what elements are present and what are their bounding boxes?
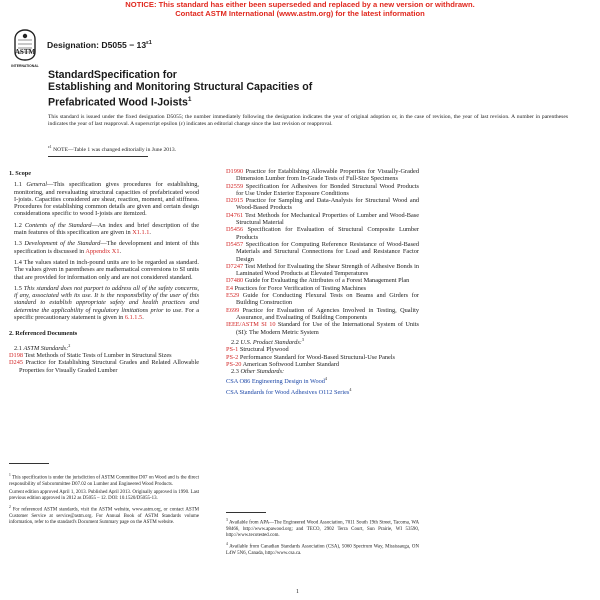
scope-paragraph-3: 1.3 Development of the Standard—The development and intent of this specification is discussed in Appendix X1. [14, 240, 199, 255]
scope-paragraph-2: 1.2 Contents of the Standard—An index and brief description of the main features of this specification are given in X1.1.1. [14, 221, 200, 237]
reference-item [9, 352, 199, 359]
standard-issue-notice: This standard is issued under the fixed designation D5055; the number immediately following the designation indicates the year of original adoption or, in the case of revision, the year of last revision. A number in parentheses indicates the year of last reapproval. A superscript epsilon (ε) indicates an editorial change since the last revision or reapproval. [48, 114, 568, 128]
footnote-divider [9, 463, 49, 464]
footnote: $^1$ This specification is under the jurisdiction of ASTM Committee D07 on Wood and is the direct responsibility of Subcommittee D07.02 on Lumber and Engineered Wood Products. [9, 473, 199, 487]
notice-line-2: Contact ASTM International (www.astm.org) for the latest information [175, 9, 425, 18]
reference-title: American Softwood Lumber Standard [241, 360, 339, 368]
designation [47, 40, 152, 50]
footnote: Current edition approved April 1, 2013. Published April 2013. Originally approved in 1990. Last previous edition approved in 2012 as D5055 – 12. DOI: 10.1520/D5055-13. [9, 489, 199, 501]
reference-item [226, 292, 419, 307]
reference-title: Performance Standard for Wood-Based Structural-Use Panels [238, 353, 396, 361]
us-standards-label: 2.2 U.S. Product Standards:$^3$ [231, 336, 304, 346]
footnote: $^3$ Available from APA—The Engineered Wood Association, 7011 South 19th Street, Tacoma, WA 98466, http://www.apawood.org; and TECO, 2902 Terra Court, Sun Prairie, WI 53590, http://www.tecotested.com. [226, 518, 419, 538]
link-6-1-1-5[interactable]: 6.1.1.5 [124, 314, 143, 322]
reference-title: Guide for Conducting Flexural Tests on Beams and Girders for Building Construction [236, 292, 419, 307]
link-appendix-x1[interactable]: Appendix X1 [85, 247, 120, 255]
reference-code-link[interactable]: D2915 [226, 197, 244, 205]
right-column [226, 168, 419, 396]
reference-code-link[interactable]: D198 [9, 352, 23, 360]
designation-label: Designation: D5055 − 13 [47, 40, 147, 50]
reference-item [9, 359, 199, 374]
reference-item [226, 277, 419, 284]
designation-superscript: ε1 [146, 40, 152, 47]
title-line-3: Prefabricated Wood I-Joists$^1$ [48, 95, 192, 109]
reference-code-link[interactable]: E529 [226, 292, 240, 300]
reference-item [226, 263, 419, 278]
reference-item [226, 307, 419, 322]
reference-item [226, 321, 419, 336]
footnote-ref[interactable]: 4 [349, 386, 352, 392]
reference-item [226, 212, 419, 227]
reference-item [226, 361, 419, 368]
reference-item [226, 285, 419, 292]
scope-paragraph-5: 1.5 This standard does not purport to address all of the safety concerns, if any, associated with its use. It is the responsibility of the user of this standard to establish appropriate safety and health practices and determine the applicability of regulatory limitations prior to use. For a specific precautionary statement is given in 6.1.1.5. [14, 284, 199, 322]
title-line-1: StandardSpecification for [48, 69, 177, 81]
footnote: $^2$ For referenced ASTM standards, visit the ASTM website, www.astm.org, or contact ASTM Customer Service at service@astm.org. For Annual Book of ASTM Standards volume information, refer to the standard's Document Summary page on the ASTM website. [9, 505, 199, 525]
reference-code-link[interactable]: D5456 [226, 226, 244, 234]
reference-title: Specification for Evaluation of Structural Composite Lumber Products [236, 226, 419, 241]
scope-heading: 1. Scope [9, 170, 32, 177]
reference-code-link[interactable]: IEEE/ASTM SI 10 [226, 321, 276, 329]
document-title [48, 70, 348, 109]
right-reference-list [226, 168, 419, 336]
page-number: 1 [296, 589, 299, 595]
reference-code-link[interactable]: D1990 [226, 168, 244, 175]
reference-code-link[interactable]: D7247 [226, 262, 244, 270]
link-x1-1-1[interactable]: X1.1.1 [132, 229, 150, 237]
logo-subtext: INTERNATIONAL [11, 64, 39, 68]
reference-item [226, 168, 419, 183]
other-standards-label: 2.3 Other Standards: [231, 368, 285, 376]
reference-item [226, 226, 419, 241]
reference-code-link[interactable]: PS-2 [226, 353, 239, 361]
reference-code-link[interactable]: E699 [226, 306, 240, 314]
notice-line-1: NOTICE: This standard has either been superseded and replaced by a new version or withdrawn. [125, 0, 475, 9]
scope-paragraph-4: 1.4 The values stated in inch-pound units are to be regarded as standard. The values given in parentheses are mathematical conversions to SI units that are provided for information only and are not considered standard. [14, 258, 199, 281]
footnote: $^4$ Available from Canadian Standards Association (CSA), 5060 Spectrum Way, Mississauga, ON L4W 5N6, Canada, http://www.csa.ca. [226, 541, 419, 556]
reference-title: Test Method for Evaluating the Shear Strength of Adhesive Bonds in Laminated Wood Products at Elevated Temperatures [236, 262, 419, 278]
left-footnotes [9, 472, 199, 528]
reference-title: Guide for Evaluating the Attributes of a Forest Management Plan [243, 277, 410, 285]
reference-title[interactable]: O112 Series [317, 388, 350, 396]
reference-code-link[interactable]: PS-1 [226, 346, 239, 354]
title-line-2: Establishing and Monitoring Structural Capacities of [48, 80, 313, 93]
reference-title: Test Methods for Mechanical Properties of Lumber and Wood-Base Structural Material [236, 211, 419, 227]
reference-code-link[interactable]: CSA O86 [226, 378, 251, 386]
reference-code-link[interactable]: D2559 [226, 182, 244, 190]
editorial-note: $^{\varepsilon 1}$ NOTE—Table 1 was changed editorially in June 2013. [48, 144, 177, 153]
reference-item [226, 354, 419, 361]
reference-title: Practice for Sampling and Data-Analysis for Structural Wood and Wood-Based Products [236, 197, 419, 212]
reference-code-link[interactable]: D4761 [226, 211, 244, 219]
reference-item [226, 241, 419, 263]
reference-title: Practice for Establishing Allowable Properties for Visually-Graded Dimension Lumber from In-Grade Tests of Full-Size Specimens [236, 168, 419, 183]
left-column [9, 170, 199, 374]
reference-title[interactable]: Engineering Design in Wood [250, 378, 325, 386]
reference-title: Practice for Evaluation of Agencies Involved in Testing, Quality Assurance, and Evaluating of Building Components [236, 306, 419, 321]
footnote-divider-right [226, 512, 266, 513]
reference-item [226, 197, 419, 212]
other-reference-list [226, 375, 419, 396]
scope-paragraph-1: 1.1 General—This specification gives procedures for establishing, monitoring, and reevaluating structural capacities of prefabricated wood I-joists. Capacities considered are shear, reaction, moment, and stiffness. Procedures for establishing common details are given and certain design considerations specific to wood I-joists are itemized. [14, 181, 199, 218]
left-reference-list [9, 352, 199, 374]
reference-title: Practice for Establishing Structural Grades and Related Allowable Properties for Visually Graded Lumber [19, 359, 199, 374]
footnote-ref[interactable]: 4 [324, 376, 328, 382]
reference-code-link[interactable]: D245 [9, 359, 23, 367]
reference-item [226, 375, 419, 385]
reference-item [226, 386, 419, 396]
reference-code-link[interactable]: CSA Standards for Wood Adhesives [226, 388, 318, 396]
us-reference-list [226, 346, 419, 368]
right-footnotes [226, 517, 419, 559]
reference-title: Practices for Force Verification of Testing Machines [233, 284, 367, 292]
reference-title: Specification for Computing Reference Resistance of Wood-Based Materials and Structural Connections for Load and Resistance Factor Design [236, 240, 419, 263]
reference-title: Structural Plywood [238, 346, 289, 354]
reference-item [226, 183, 419, 198]
reference-code-link[interactable]: D7480 [226, 277, 244, 285]
referenced-documents-heading: 2. Referenced Documents [9, 330, 78, 338]
title-footnote-ref[interactable]: 1 [187, 95, 192, 103]
astm-standards-label: 2.1 ASTM Standards:$^2$ [14, 342, 71, 352]
logo-text: ASTM [14, 48, 36, 56]
divider [48, 156, 148, 157]
reference-code-link[interactable]: D5457 [226, 240, 244, 248]
reference-title: Specification for Adhesives for Bonded Structural Wood Products for Use Under Exterior Exposure Conditions [236, 182, 419, 197]
withdrawal-notice [0, 0, 600, 22]
reference-title: Standard for Use of the International System of Units (SI): The Modern Metric System [236, 321, 419, 336]
reference-code-link[interactable]: PS-20 [226, 360, 242, 368]
reference-code-link[interactable]: E4 [226, 284, 233, 292]
reference-title: Test Methods of Static Tests of Lumber in Structural Sizes [23, 352, 172, 360]
reference-item [226, 346, 419, 353]
astm-logo-icon [9, 28, 41, 70]
